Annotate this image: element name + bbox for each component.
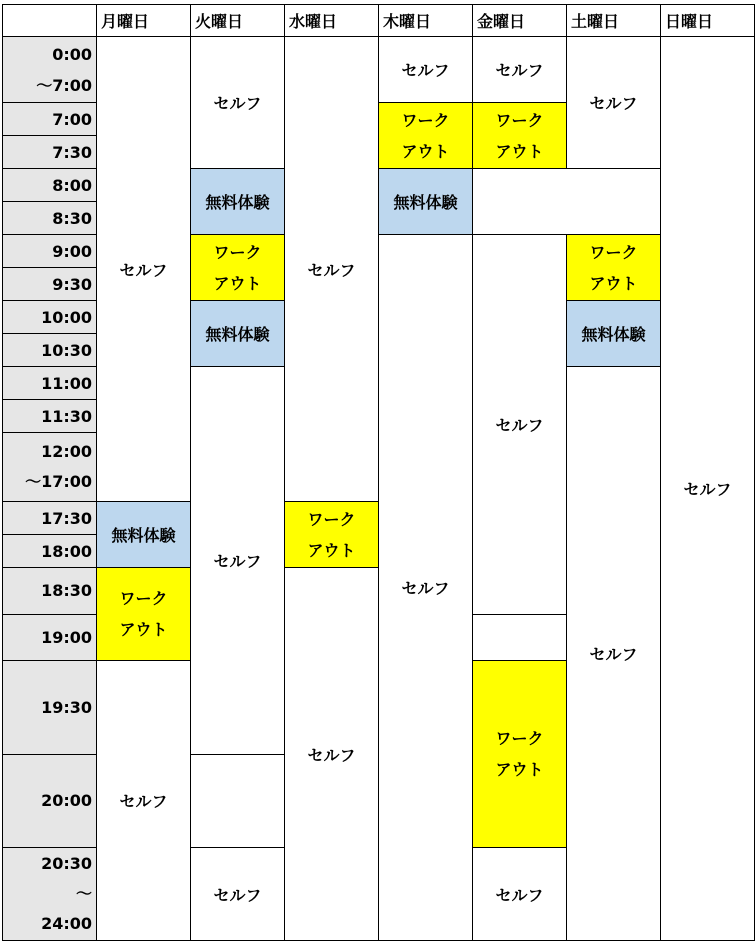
slot-fri-self-3: セルフ (473, 848, 567, 941)
slot-sat-self-1: セルフ (567, 37, 661, 169)
time-label: 11:30 (3, 400, 97, 433)
slot-sat-self-2: セルフ (567, 367, 661, 941)
time-label: 8:00 (3, 169, 97, 202)
slot-mon-workout-1: ワーク アウト (97, 568, 191, 661)
time-label: 11:00 (3, 367, 97, 400)
slot-mon-self-1: セルフ (97, 37, 191, 502)
time-label: 20:30 ～ 24:00 (3, 848, 97, 941)
slot-sun-self: セルフ (661, 37, 755, 941)
slot-fri-workout-1: ワーク アウト (473, 103, 567, 169)
time-label: 7:00 (3, 103, 97, 136)
slot-wed-self-1: セルフ (285, 37, 379, 502)
day-header-mon: 月曜日 (97, 5, 191, 37)
day-header-thu: 木曜日 (379, 5, 473, 37)
time-label: 10:00 (3, 301, 97, 334)
day-header-wed: 水曜日 (285, 5, 379, 37)
slot-wed-self-2: セルフ (285, 568, 379, 941)
slot-thu-trial-1: 無料体験 (191, 169, 285, 235)
slot-sat-workout-1: ワーク アウト (567, 235, 661, 301)
time-label: 0:00 ～7:00 (3, 37, 97, 103)
slot-thu-self-2: セルフ (379, 235, 473, 941)
time-label: 19:30 (3, 661, 97, 755)
time-label: 9:00 (3, 235, 97, 268)
time-label: 7:30 (3, 136, 97, 169)
time-label: 18:00 (3, 535, 97, 568)
slot-mon-trial-1: 無料体験 (97, 502, 191, 568)
time-label: 9:30 (3, 268, 97, 301)
slot-tue-workout-2: ワーク アウト (473, 661, 567, 848)
time-label: 12:00 ～17:00 (3, 433, 97, 502)
slot-tue-self-1: セルフ (191, 37, 285, 169)
slot-fri-self-2: セルフ (473, 235, 567, 615)
slot-fri-trial-1: 無料体験 (379, 169, 473, 235)
time-label: 17:30 (3, 502, 97, 535)
day-header-tue: 火曜日 (191, 5, 285, 37)
time-label: 8:30 (3, 202, 97, 235)
slot-thu-workout-1: ワーク アウト (379, 103, 473, 169)
time-label: 18:30 (3, 568, 97, 615)
slot-wed-workout-1: ワーク アウト (285, 502, 379, 568)
day-header-sun: 日曜日 (661, 5, 755, 37)
slot-tue-self-3: セルフ (191, 848, 285, 941)
slot-tue-self-2: セルフ (191, 367, 285, 755)
slot-thu-self-1: セルフ (379, 37, 473, 103)
time-label: 10:30 (3, 334, 97, 367)
time-label: 20:00 (3, 754, 97, 848)
time-label: 19:00 (3, 614, 97, 661)
slot-tue-trial-1: 無料体験 (191, 301, 285, 367)
corner-header (3, 5, 97, 37)
slot-fri-self-1: セルフ (473, 37, 567, 103)
day-header-fri: 金曜日 (473, 5, 567, 37)
weekly-schedule-table (2, 4, 755, 941)
slot-tue-workout-1: ワーク アウト (191, 235, 285, 301)
slot-mon-self-2: セルフ (97, 661, 191, 941)
slot-sat-trial-1: 無料体験 (567, 301, 661, 367)
day-header-sat: 土曜日 (567, 5, 661, 37)
